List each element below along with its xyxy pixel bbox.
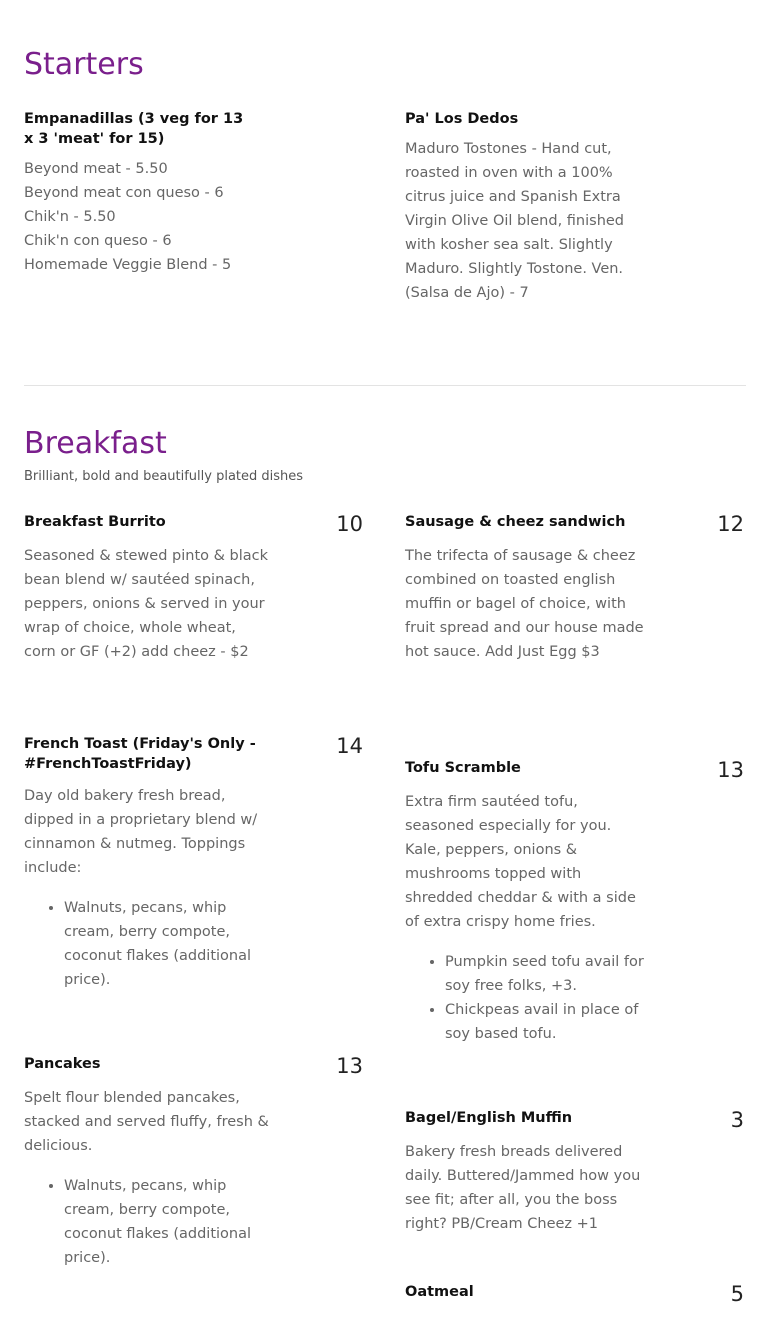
breakfast-subtitle: Brilliant, bold and beautifully plated dishes [24,469,304,484]
previous-section-remnant [24,0,744,4]
item-name: French Toast (Friday's Only - #FrenchToastFriday) [24,736,256,772]
item-name: Breakfast Burrito [24,514,166,530]
item-price: 12 [717,512,744,536]
item-name: Empanadillas (3 veg for 13 x 3 'meat' for 15) [24,111,244,147]
item-option-line: Homemade Veggie Blend - 5 [24,257,232,273]
starters-title: Starters [24,47,144,82]
item-name: Tofu Scramble [405,760,521,776]
item-price: 3 [730,1108,744,1132]
item-name: Pancakes [24,1056,101,1072]
item-option-line: Beyond meat - 5.50 [24,161,168,177]
menu-item-breakfast-burrito [24,512,269,664]
item-name: Sausage & cheez sandwich [405,514,626,530]
item-name: Pa' Los Dedos [405,111,519,127]
menu-item-pancakes [24,1054,269,1270]
section-divider [24,385,746,386]
item-description: Spelt flour blended pancakes, stacked and served fluffy, fresh & delicious. [24,1090,269,1154]
menu-item-tofu-scramble [405,758,650,1046]
list-item: • Pumpkin seed tofu avail for soy free folks, +3. [445,950,650,998]
menu-item-sausage-cheez-sandwich [405,512,650,664]
menu-item-empanadillas [24,109,254,277]
item-description: Day old bakery fresh bread, dipped in a proprietary blend w/ cinnamon & nutmeg. Toppings include: [24,788,258,876]
item-description: Bakery fresh breads delivered daily. Buttered/Jammed how you see fit; after all, you the boss right? PB/Cream Cheez +1 [405,1144,641,1232]
menu-item-oatmeal [405,1282,650,1302]
menu-item-bagel-english-muffin [405,1108,650,1236]
item-price: 14 [336,734,363,758]
item-price: 13 [336,1054,363,1078]
list-item: • Walnuts, pecans, whip cream, berry compote, coconut flakes (additional price). [64,896,269,992]
breakfast-title: Breakfast [24,426,167,461]
item-price: 10 [336,512,363,536]
list-item: • Chickpeas avail in place of soy based tofu. [445,998,650,1046]
item-description: Extra firm sautéed tofu, seasoned especially for you. Kale, peppers, onions & mushrooms topped with shredded cheddar & with a side of extra crispy home fries. [405,794,636,930]
item-option-line: Beyond meat con queso - 6 [24,185,224,201]
item-description: The trifecta of sausage & cheez combined on toasted english muffin or bagel of choice, with fruit spread and our house made hot sauce. Add Just Egg $3 [405,548,644,660]
item-price: 5 [730,1282,744,1306]
item-price: 13 [717,758,744,782]
menu-item-pa-los-dedos [405,109,635,305]
item-options [24,157,254,277]
item-options-list [405,950,650,1046]
item-option-line: Chik'n con queso - 6 [24,233,172,249]
item-option-line: Chik'n - 5.50 [24,209,116,225]
item-toppings-list [24,1174,269,1270]
item-description: Seasoned & stewed pinto & black bean blend w/ sautéed spinach, peppers, onions & served in your wrap of choice, whole wheat, corn or GF (+2) add cheez - $2 [24,548,269,660]
menu-item-french-toast [24,734,269,992]
list-item: • Walnuts, pecans, whip cream, berry compote, coconut flakes (additional price). [64,1174,269,1270]
item-description: Maduro Tostones - Hand cut, roasted in oven with a 100% citrus juice and Spanish Extra Virgin Olive Oil blend, finished with kosher sea salt. Slightly Maduro. Slightly Tostone. Ven. (Salsa de Ajo) - 7 [405,141,625,301]
item-name: Bagel/English Muffin [405,1110,573,1126]
item-name: Oatmeal [405,1284,474,1300]
item-toppings-list [24,896,269,992]
